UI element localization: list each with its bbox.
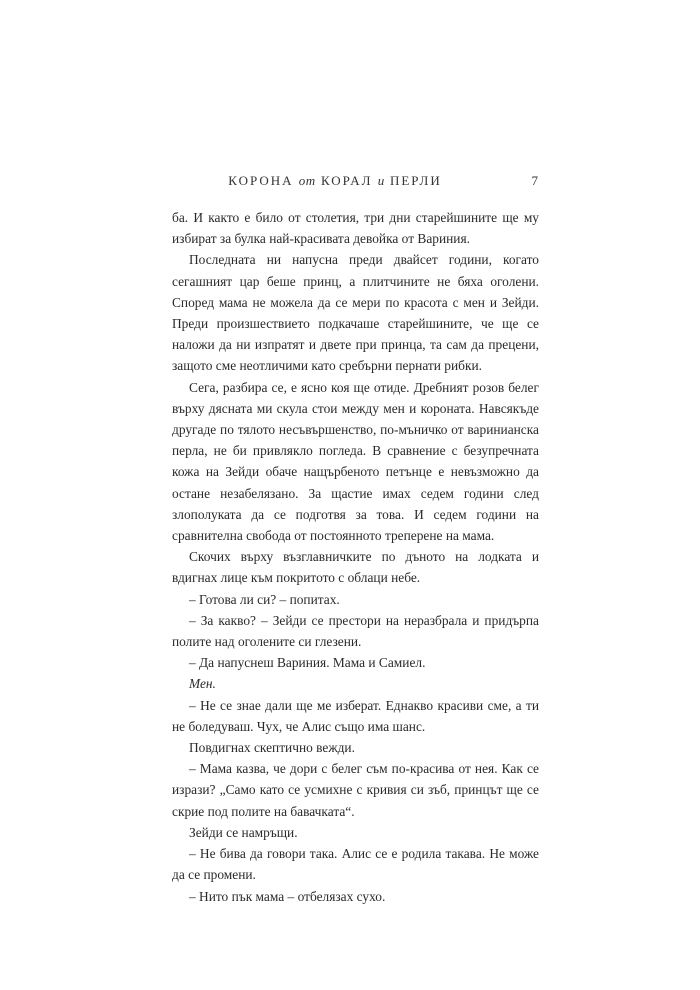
running-head-connector: и [377, 173, 385, 188]
paragraph: Последната ни напусна преди двайсет години, когато сегашният цар беше принц, а плитчините не бяха оголени. Според мама не можела да се мери по красота с мен и Зейди. Преди произшествието подкачаше старейшините, че ще се наложи да ни изпратят и двете при принца, та сам да прецени, защото сме неотличими като сребърни пернати рибки. [172, 252, 539, 374]
paragraph: Мен. [189, 676, 216, 692]
paragraph: – Да напуснеш Вариния. Мама и Самиел. [189, 655, 426, 671]
running-head-word: ПЕРЛИ [389, 173, 442, 188]
paragraph: – Не бива да говори така. Алис се е родила такава. Не може да се промени. [172, 846, 539, 883]
paragraph: – Нито пък мама – отбелязах сухо. [189, 888, 386, 904]
running-head-word: КОРАЛ [320, 173, 373, 188]
paragraph: Повдигнах скептично вежди. [189, 740, 355, 756]
page-number: 7 [531, 173, 538, 188]
paragraph: Зейди се намръщи. [189, 824, 298, 840]
paragraph: – Не се знае дали ще ме изберат. Еднакво красиви сме, а ти не боледуваш. Чух, че Алис също има шанс. [172, 697, 539, 734]
paragraph: ба. И както е било от столетия, три дни старейшините ще му избират за булка най-красивата девойка от Вариния. [172, 210, 539, 247]
paragraph: – Мама казва, че дори с белег съм по-красива от нея. Как се изрази? „Само като се усмихне с кривия си зъб, принцът ще се скрие под полите на бавачката“. [172, 761, 539, 819]
paragraph: – За какво? – Зейди се престори на неразбрала и придърпа полите над оголените си глезени. [172, 612, 539, 650]
paragraph: Сега, разбира се, е ясно коя ще отиде. Дребният розов белег върху дясната ми скула стои между мен и короната. Навсякъде другаде по тялото несъвършенство, по-мъничко от варинианска перла, не би привлякло погледа. В сравнение с безупречната кожа на Зейди обаче нащърбеното петънце е невъзможно да остане незабелязано. За щастие имах седем години след злополуката да се подготвя за това. И седем години на сравнителна свобода от постоянното треперене на мама. [172, 379, 539, 544]
paragraph: Скочих върху възглавничките по дъното на лодката и вдигнах лице към покритото с облаци небе. [172, 549, 539, 586]
paragraph: – Готова ли си? – попитах. [189, 591, 340, 607]
running-head [200, 173, 470, 189]
running-head-connector: от [298, 173, 316, 188]
running-head-word: КОРОНА [228, 173, 294, 188]
body-text [172, 207, 539, 907]
